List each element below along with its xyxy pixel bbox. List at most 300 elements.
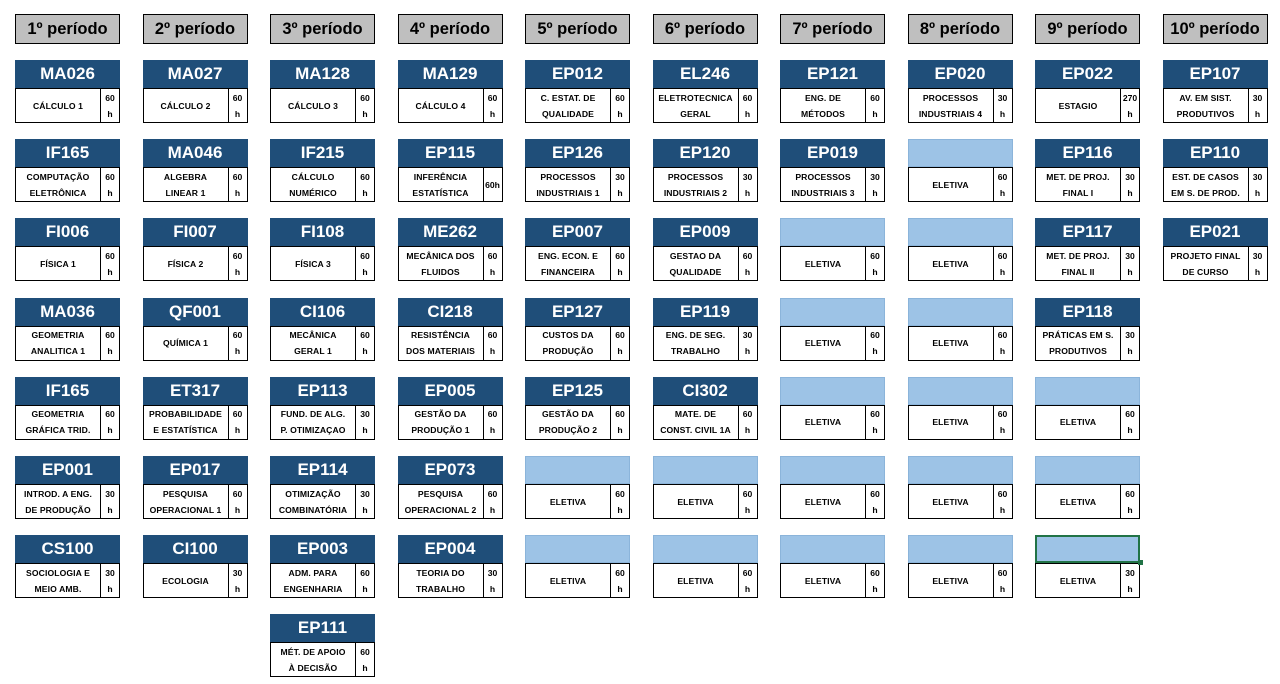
period-header[interactable]: 2º período	[143, 14, 248, 44]
course-hours[interactable]: 60 h	[865, 406, 884, 439]
course-name[interactable]: PROBABILIDADE E ESTATÍSTICA	[149, 409, 222, 436]
course-code[interactable]: CI302	[653, 377, 758, 405]
course-name[interactable]: ELETIVA	[804, 496, 842, 507]
course-hours[interactable]: 30 h	[483, 564, 502, 597]
course-hours[interactable]: 60 h	[355, 327, 374, 360]
elective-card[interactable]	[908, 456, 1013, 519]
course-card[interactable]	[15, 218, 120, 281]
course-name[interactable]: QUÍMICA 1	[163, 338, 208, 349]
course-code[interactable]: EP116	[1035, 139, 1140, 167]
course-name[interactable]: MATE. DE CONST. CIVIL 1A	[660, 409, 731, 436]
course-name[interactable]: ELETIVA	[677, 496, 714, 507]
elective-card[interactable]	[780, 298, 885, 361]
course-card[interactable]	[143, 60, 248, 123]
course-card[interactable]	[1035, 298, 1140, 361]
course-name[interactable]: CÁLCULO 3	[287, 100, 339, 111]
course-name[interactable]: ELETIVA	[1059, 575, 1097, 586]
course-name[interactable]: ELETIVA	[804, 575, 842, 586]
course-card[interactable]	[398, 535, 503, 598]
course-name[interactable]: MECÂNICA DOS FLUIDOS	[406, 250, 475, 277]
course-card[interactable]	[1035, 218, 1140, 281]
period-header[interactable]: 6º período	[653, 14, 758, 44]
course-card[interactable]	[525, 298, 630, 361]
course-hours[interactable]: 30 h	[100, 485, 119, 518]
period-header[interactable]: 8º período	[908, 14, 1013, 44]
course-name[interactable]: INTROD. A ENG. DE PRODUÇÃO	[23, 488, 93, 515]
elective-code-cell[interactable]	[780, 456, 885, 484]
course-card[interactable]	[143, 298, 248, 361]
course-hours[interactable]: 60 h	[738, 564, 757, 597]
course-hours[interactable]: 60 h	[865, 89, 884, 122]
course-card[interactable]	[143, 218, 248, 281]
elective-code-cell[interactable]	[525, 456, 630, 484]
course-body	[398, 484, 503, 519]
course-card[interactable]	[1163, 60, 1268, 123]
course-code[interactable]: EP118	[1035, 298, 1140, 326]
course-card[interactable]	[398, 60, 503, 123]
course-hours[interactable]: 60 h	[355, 643, 374, 676]
course-hours[interactable]: 60 h	[100, 247, 119, 280]
course-code[interactable]: IF165	[15, 139, 120, 167]
course-code[interactable]: MA026	[15, 60, 120, 88]
course-card[interactable]	[270, 614, 375, 677]
elective-code-cell[interactable]	[1035, 456, 1140, 484]
course-name[interactable]: ELETIVA	[549, 575, 587, 586]
course-body	[525, 484, 630, 519]
elective-card[interactable]	[780, 456, 885, 519]
course-code[interactable]: CS100	[15, 535, 120, 563]
course-hours[interactable]: 30 h	[100, 564, 119, 597]
course-name[interactable]: PRÁTICAS EM S. PRODUTIVOS	[1042, 330, 1114, 357]
course-hours[interactable]: 60 h	[1120, 406, 1139, 439]
elective-card[interactable]	[908, 139, 1013, 202]
course-code[interactable]: EP114	[270, 456, 375, 484]
course-name[interactable]: ELETIVA	[932, 496, 969, 507]
course-name[interactable]: ELETROTECNICA GERAL	[658, 92, 733, 119]
course-body	[780, 246, 885, 281]
cell-fill-handle[interactable]	[1138, 560, 1143, 565]
course-body	[143, 405, 248, 440]
course-hours[interactable]: 30 h	[1248, 168, 1267, 201]
course-name[interactable]: ELETIVA	[549, 496, 587, 507]
elective-code-cell[interactable]	[908, 456, 1013, 484]
course-code[interactable]: EP126	[525, 139, 630, 167]
course-name[interactable]: ELETIVA	[932, 338, 969, 349]
period-header[interactable]: 10º período	[1163, 14, 1268, 44]
course-hours[interactable]: 30 h	[738, 168, 757, 201]
course-card[interactable]	[398, 218, 503, 281]
course-name[interactable]: ECOLOGIA	[162, 575, 209, 586]
course-hours[interactable]: 60 h	[100, 168, 119, 201]
course-name[interactable]: PESQUISA OPERACIONAL 1	[149, 488, 222, 515]
course-card[interactable]	[398, 298, 503, 361]
elective-card[interactable]	[780, 535, 885, 598]
course-body	[525, 246, 630, 281]
course-hours[interactable]: 60 h	[993, 485, 1012, 518]
course-name[interactable]: ELETIVA	[804, 338, 842, 349]
course-card[interactable]	[15, 60, 120, 123]
course-hours[interactable]: 60 h	[993, 406, 1012, 439]
course-card[interactable]	[15, 535, 120, 598]
course-card[interactable]	[270, 218, 375, 281]
elective-card[interactable]	[1035, 456, 1140, 519]
course-code[interactable]: EP111	[270, 614, 375, 642]
course-hours[interactable]: 60 h	[993, 564, 1012, 597]
elective-code-cell[interactable]	[908, 377, 1013, 405]
course-name[interactable]: OTIMIZAÇÃO COMBINATÓRIA	[278, 488, 348, 515]
course-hours[interactable]: 60 h	[738, 89, 757, 122]
course-code[interactable]: FI006	[15, 218, 120, 246]
course-card[interactable]	[653, 218, 758, 281]
course-card[interactable]	[525, 218, 630, 281]
course-card[interactable]	[1163, 218, 1268, 281]
period-header[interactable]: 5º período	[525, 14, 630, 44]
course-hours[interactable]: 30 h	[610, 168, 629, 201]
course-hours[interactable]: 60 h	[993, 327, 1012, 360]
course-hours[interactable]: 60 h	[865, 564, 884, 597]
course-body	[780, 484, 885, 519]
course-code[interactable]: EP009	[653, 218, 758, 246]
course-card[interactable]	[398, 377, 503, 440]
course-card[interactable]	[525, 377, 630, 440]
course-card[interactable]	[15, 377, 120, 440]
course-hours[interactable]: 270 h	[1120, 89, 1139, 122]
elective-code-cell[interactable]	[525, 535, 630, 563]
course-body	[270, 563, 375, 598]
course-code[interactable]: IF165	[15, 377, 120, 405]
course-name[interactable]: PROCESSOS INDUSTRIAIS 4	[918, 92, 983, 119]
course-body	[1163, 88, 1268, 123]
course-hours[interactable]: 60 h	[228, 327, 247, 360]
course-hours[interactable]: 60 h	[228, 89, 247, 122]
course-card[interactable]	[653, 298, 758, 361]
course-name[interactable]: EST. DE CASOS EM S. DE PROD.	[1171, 171, 1240, 198]
course-hours[interactable]: 60 h	[355, 564, 374, 597]
course-card[interactable]	[398, 456, 503, 519]
course-name[interactable]: ELETIVA	[677, 575, 714, 586]
course-card[interactable]	[1035, 139, 1140, 202]
course-hours[interactable]: 60 h	[993, 247, 1012, 280]
course-name[interactable]: PROCESSOS INDUSTRIAIS 2	[663, 171, 728, 198]
course-code[interactable]: EL246	[653, 60, 758, 88]
course-name[interactable]: ELETIVA	[804, 417, 842, 428]
course-code[interactable]: MA027	[143, 60, 248, 88]
course-hours[interactable]: 30 h	[355, 485, 374, 518]
course-name[interactable]: ELETIVA	[932, 179, 969, 190]
course-hours[interactable]: 60 h	[610, 89, 629, 122]
course-code[interactable]: QF001	[143, 298, 248, 326]
course-name[interactable]: FÍSICA 3	[295, 258, 331, 269]
course-name[interactable]: MÉT. DE APOIO À DECISÃO	[280, 646, 346, 673]
course-code[interactable]: MA046	[143, 139, 248, 167]
course-code[interactable]: EP001	[15, 456, 120, 484]
course-hours[interactable]: 60 h	[228, 406, 247, 439]
course-name[interactable]: TEORIA DO TRABALHO	[415, 567, 465, 594]
course-hours[interactable]: 60 h	[483, 406, 502, 439]
elective-code-cell[interactable]	[653, 535, 758, 563]
course-code[interactable]: EP017	[143, 456, 248, 484]
course-code[interactable]: EP119	[653, 298, 758, 326]
course-code[interactable]: EP003	[270, 535, 375, 563]
course-hours[interactable]: 30 h	[993, 89, 1012, 122]
elective-card[interactable]	[653, 456, 758, 519]
course-card[interactable]	[143, 377, 248, 440]
course-code[interactable]: FI007	[143, 218, 248, 246]
period-header[interactable]: 3º período	[270, 14, 375, 44]
course-name[interactable]: ELETIVA	[932, 575, 969, 586]
course-name[interactable]: SOCIOLOGIA E MEIO AMB.	[26, 567, 90, 594]
elective-card[interactable]	[525, 535, 630, 598]
course-card[interactable]	[270, 535, 375, 598]
course-card[interactable]	[143, 535, 248, 598]
period-header[interactable]: 1º período	[15, 14, 120, 44]
course-hours[interactable]: 60 h	[738, 247, 757, 280]
course-code[interactable]: MA129	[398, 60, 503, 88]
elective-code-cell[interactable]	[908, 218, 1013, 246]
course-hours[interactable]: 30 h	[1248, 247, 1267, 280]
course-code[interactable]: CI106	[270, 298, 375, 326]
course-name[interactable]: RESISTÊNCIA DOS MATERIAIS	[406, 330, 475, 357]
course-card[interactable]	[525, 60, 630, 123]
course-hours[interactable]: 30 h	[1120, 327, 1139, 360]
course-hours[interactable]: 60 h	[738, 485, 757, 518]
course-body	[398, 246, 503, 281]
course-name[interactable]: ENG. ECON. E FINANCEIRA	[538, 250, 598, 277]
course-code[interactable]: CI100	[143, 535, 248, 563]
course-card[interactable]	[15, 298, 120, 361]
course-hours[interactable]: 30 h	[1120, 247, 1139, 280]
course-hours[interactable]: 60 h	[865, 247, 884, 280]
course-card[interactable]	[908, 60, 1013, 123]
course-code[interactable]: EP007	[525, 218, 630, 246]
course-hours[interactable]: 60 h	[100, 89, 119, 122]
course-code[interactable]: MA128	[270, 60, 375, 88]
course-hours[interactable]: 30 h	[738, 327, 757, 360]
course-hours[interactable]: 60 h	[355, 168, 374, 201]
course-card[interactable]	[15, 139, 120, 202]
course-card[interactable]	[398, 139, 503, 202]
course-card[interactable]	[780, 60, 885, 123]
course-name[interactable]: GESTÃO DA PRODUÇÃO 2	[538, 409, 598, 436]
course-hours[interactable]: 30 h	[1120, 564, 1139, 597]
course-code[interactable]: EP120	[653, 139, 758, 167]
course-card[interactable]	[270, 298, 375, 361]
course-name[interactable]: GEOMETRIA GRÁFICA TRID.	[25, 409, 91, 436]
course-card[interactable]	[653, 139, 758, 202]
course-code[interactable]: EP117	[1035, 218, 1140, 246]
course-name[interactable]: ELETIVA	[932, 417, 969, 428]
course-name[interactable]: ENG. DE SEG. TRABALHO	[665, 330, 726, 357]
elective-code-cell[interactable]	[780, 377, 885, 405]
course-card[interactable]	[270, 139, 375, 202]
course-code[interactable]: EP115	[398, 139, 503, 167]
course-hours[interactable]: 60 h	[865, 485, 884, 518]
course-code[interactable]: EP113	[270, 377, 375, 405]
period-header[interactable]: 9º período	[1035, 14, 1140, 44]
course-code[interactable]: EP107	[1163, 60, 1268, 88]
course-hours[interactable]: 60 h	[610, 485, 629, 518]
course-code[interactable]: FI108	[270, 218, 375, 246]
course-code[interactable]: EP125	[525, 377, 630, 405]
course-name[interactable]: ENG. DE MÉTODOS	[801, 92, 845, 119]
course-hours[interactable]: 60 h	[355, 247, 374, 280]
course-code[interactable]: MA036	[15, 298, 120, 326]
course-code[interactable]: EP110	[1163, 139, 1268, 167]
course-hours[interactable]: 60 h	[483, 327, 502, 360]
elective-code-cell[interactable]	[908, 298, 1013, 326]
course-name[interactable]: C. ESTAT. DE QUALIDADE	[540, 92, 596, 119]
course-name[interactable]: PROJETO FINAL DE CURSO	[1170, 250, 1241, 277]
course-hours[interactable]: 60 h	[610, 406, 629, 439]
course-hours[interactable]: 60 h	[993, 168, 1012, 201]
elective-card[interactable]	[908, 218, 1013, 281]
course-name[interactable]: PROCESSOS INDUSTRIAIS 1	[536, 171, 600, 198]
course-code[interactable]: EP022	[1035, 60, 1140, 88]
course-name[interactable]: MECÂNICA GERAL 1	[289, 330, 337, 357]
course-name[interactable]: CÁLCULO 2	[160, 100, 211, 111]
course-body	[270, 326, 375, 361]
period-header[interactable]: 4º período	[398, 14, 503, 44]
course-name[interactable]: GESTÃO DA PRODUÇÃO 1	[411, 409, 470, 436]
course-code[interactable]: EP012	[525, 60, 630, 88]
elective-code-cell[interactable]	[780, 218, 885, 246]
course-name[interactable]: ELETIVA	[932, 258, 969, 269]
course-card[interactable]	[143, 456, 248, 519]
course-body	[653, 326, 758, 361]
elective-card[interactable]	[1035, 377, 1140, 440]
course-name[interactable]: CÁLCULO 1	[32, 100, 84, 111]
course-body	[653, 563, 758, 598]
elective-code-cell[interactable]	[908, 535, 1013, 563]
course-name[interactable]: ELETIVA	[1059, 417, 1097, 428]
course-code[interactable]: EP005	[398, 377, 503, 405]
course-code[interactable]: EP019	[780, 139, 885, 167]
course-card[interactable]	[270, 377, 375, 440]
elective-card[interactable]	[780, 377, 885, 440]
course-name[interactable]: CÁLCULO NUMÉRICO	[289, 171, 337, 198]
course-card[interactable]	[525, 139, 630, 202]
course-name[interactable]: CÁLCULO 4	[415, 100, 466, 111]
course-body	[653, 405, 758, 440]
course-code[interactable]: CI218	[398, 298, 503, 326]
course-code[interactable]: IF215	[270, 139, 375, 167]
course-code[interactable]: ET317	[143, 377, 248, 405]
course-code[interactable]: EP020	[908, 60, 1013, 88]
course-body	[908, 484, 1013, 519]
course-body	[15, 405, 120, 440]
course-body	[270, 484, 375, 519]
course-name[interactable]: GEOMETRIA ANALITICA 1	[30, 330, 86, 357]
course-name[interactable]: ADM. PARA ENGENHARIA	[283, 567, 343, 594]
course-hours[interactable]: 60 h	[483, 247, 502, 280]
course-code[interactable]: ME262	[398, 218, 503, 246]
course-name[interactable]: INFERÊNCIA ESTATÍSTICA	[412, 171, 469, 198]
course-name[interactable]: COMPUTAÇÃO ELETRÔNICA	[26, 171, 90, 198]
course-hours[interactable]: 30 h	[228, 564, 247, 597]
elective-card[interactable]	[908, 377, 1013, 440]
course-card[interactable]	[1035, 60, 1140, 123]
course-code[interactable]: EP021	[1163, 218, 1268, 246]
course-name[interactable]: FUND. DE ALG. P. OTIMIZAÇAO	[280, 409, 346, 436]
course-hours[interactable]: 60 h	[738, 406, 757, 439]
course-body	[398, 88, 503, 123]
course-hours[interactable]: 60 h	[228, 485, 247, 518]
course-hours[interactable]: 60 h	[228, 247, 247, 280]
course-code[interactable]: EP004	[398, 535, 503, 563]
elective-card[interactable]	[908, 298, 1013, 361]
course-code[interactable]: EP127	[525, 298, 630, 326]
elective-card[interactable]	[525, 456, 630, 519]
course-hours[interactable]: 60 h	[865, 327, 884, 360]
course-name[interactable]: ESTAGIO	[1058, 100, 1098, 111]
course-hours[interactable]: 60h	[483, 168, 502, 201]
course-name[interactable]: GESTAO DA QUALIDADE	[669, 250, 722, 277]
course-name[interactable]: MET. DE PROJ. FINAL I	[1046, 171, 1110, 198]
elective-code-cell[interactable]	[780, 298, 885, 326]
course-card[interactable]	[15, 456, 120, 519]
course-name[interactable]: FÍSICA 2	[167, 258, 204, 269]
elective-code-cell[interactable]	[908, 139, 1013, 167]
course-card[interactable]	[653, 60, 758, 123]
course-name[interactable]: ALGEBRA LINEAR 1	[163, 171, 208, 198]
course-body	[1035, 405, 1140, 440]
elective-code-cell[interactable]	[653, 456, 758, 484]
course-hours[interactable]: 30 h	[865, 168, 884, 201]
course-hours[interactable]: 60 h	[610, 327, 629, 360]
course-hours[interactable]: 60 h	[1120, 485, 1139, 518]
course-hours[interactable]: 60 h	[100, 406, 119, 439]
course-code[interactable]: EP121	[780, 60, 885, 88]
course-code[interactable]: EP073	[398, 456, 503, 484]
course-hours[interactable]: 60 h	[100, 327, 119, 360]
course-hours[interactable]: 30 h	[1120, 168, 1139, 201]
course-name[interactable]: PROCESSOS INDUSTRIAIS 3	[791, 171, 855, 198]
course-name[interactable]: MET. DE PROJ. FINAL II	[1046, 250, 1110, 277]
course-hours[interactable]: 30 h	[1248, 89, 1267, 122]
course-hours[interactable]: 60 h	[228, 168, 247, 201]
course-name[interactable]: CUSTOS DA PRODUÇÃO	[542, 330, 594, 357]
period-header[interactable]: 7º período	[780, 14, 885, 44]
course-hours[interactable]: 60 h	[610, 564, 629, 597]
course-name[interactable]: FÍSICA 1	[40, 258, 76, 269]
course-hours[interactable]: 60 h	[483, 89, 502, 122]
course-hours[interactable]: 60 h	[610, 247, 629, 280]
elective-card[interactable]	[653, 535, 758, 598]
course-hours[interactable]: 60 h	[355, 89, 374, 122]
course-name[interactable]: PESQUISA OPERACIONAL 2	[404, 488, 477, 515]
course-hours[interactable]: 30 h	[355, 406, 374, 439]
course-body	[653, 88, 758, 123]
course-body	[908, 246, 1013, 281]
elective-code-cell[interactable]	[780, 535, 885, 563]
course-name[interactable]: ELETIVA	[804, 258, 842, 269]
course-name[interactable]: AV. EM SIST. PRODUTIVOS	[1176, 92, 1235, 119]
course-card[interactable]	[1163, 139, 1268, 202]
course-name[interactable]: ELETIVA	[1059, 496, 1097, 507]
elective-code-cell[interactable]	[1035, 377, 1140, 405]
course-hours[interactable]: 60 h	[483, 485, 502, 518]
elective-card[interactable]	[1035, 535, 1140, 598]
course-card[interactable]	[270, 60, 375, 123]
course-body	[15, 246, 120, 281]
course-card[interactable]	[143, 139, 248, 202]
elective-card[interactable]	[780, 218, 885, 281]
course-card[interactable]	[653, 377, 758, 440]
elective-code-cell[interactable]	[1035, 535, 1140, 563]
course-card[interactable]	[270, 456, 375, 519]
course-card[interactable]	[780, 139, 885, 202]
elective-card[interactable]	[908, 535, 1013, 598]
